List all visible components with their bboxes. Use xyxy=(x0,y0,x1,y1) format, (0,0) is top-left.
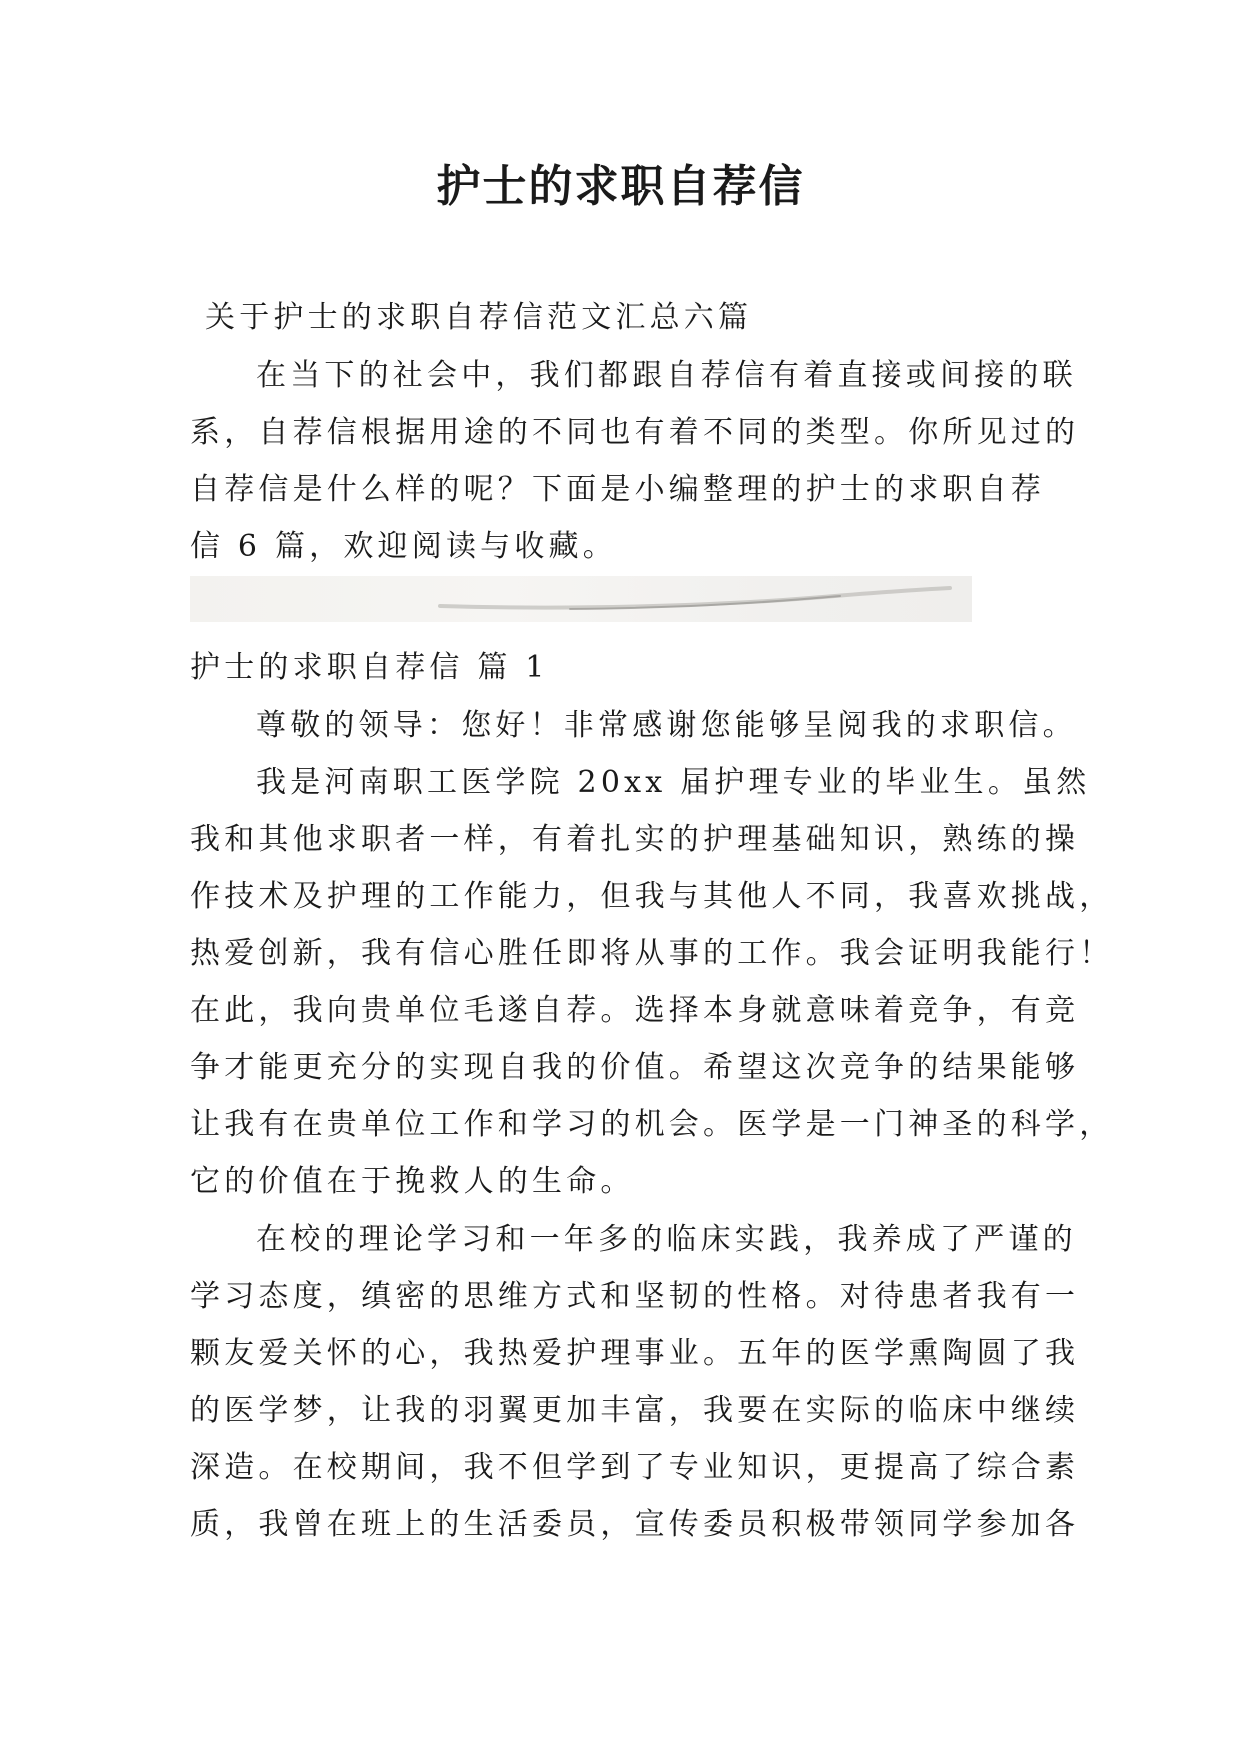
body-line: 它的价值在于挽救人的生命。 xyxy=(190,1164,635,1199)
body-line: 学习态度，缜密的思维方式和坚韧的性格。对待患者我有一 xyxy=(190,1279,1080,1314)
body-line: 颗友爱关怀的心，我热爱护理事业。五年的医学熏陶圆了我 xyxy=(190,1336,1080,1371)
subtitle: 关于护士的求职自荐信范文汇总六篇 xyxy=(205,300,753,335)
body-line: 争才能更充分的实现自我的价值。希望这次竞争的结果能够 xyxy=(190,1050,1080,1085)
body-line: 的医学梦，让我的羽翼更加丰富，我要在实际的临床中继续 xyxy=(190,1393,1080,1428)
body-line: 我是河南职工医学院 20xx 届护理专业的毕业生。虽然 xyxy=(256,765,1091,800)
body-line: 作技术及护理的工作能力，但我与其他人不同，我喜欢挑战， xyxy=(190,879,1114,914)
intro-line: 信 6 篇，欢迎阅读与收藏。 xyxy=(190,529,617,564)
body-line: 深造。在校期间，我不但学到了专业知识，更提高了综合素 xyxy=(190,1450,1080,1485)
page-title: 护士的求职自荐信 xyxy=(436,161,805,212)
body-line: 让我有在贵单位工作和学习的机会。医学是一门神圣的科学， xyxy=(190,1107,1114,1142)
body-line: 质，我曾在班上的生活委员，宣传委员积极带领同学参加各 xyxy=(190,1507,1080,1542)
body-line: 我和其他求职者一样，有着扎实的护理基础知识，熟练的操 xyxy=(190,822,1080,857)
decorative-brush-stroke-image xyxy=(190,576,972,622)
brush-stroke-graphic xyxy=(190,576,972,622)
section-heading: 护士的求职自荐信 篇 1 xyxy=(190,650,549,685)
intro-line: 自荐信是什么样的呢？下面是小编整理的护士的求职自荐 xyxy=(190,472,1045,507)
body-line: 在此，我向贵单位毛遂自荐。选择本身就意味着竞争，有竞 xyxy=(190,993,1080,1028)
body-line: 尊敬的领导：您好！非常感谢您能够呈阅我的求职信。 xyxy=(256,708,1077,743)
intro-line: 在当下的社会中，我们都跟自荐信有着直接或间接的联 xyxy=(256,358,1077,393)
body-line: 热爱创新，我有信心胜任即将从事的工作。我会证明我能行！ xyxy=(190,936,1114,971)
body-line: 在校的理论学习和一年多的临床实践，我养成了严谨的 xyxy=(256,1222,1077,1257)
intro-line: 系，自荐信根据用途的不同也有着不同的类型。你所见过的 xyxy=(190,415,1080,450)
